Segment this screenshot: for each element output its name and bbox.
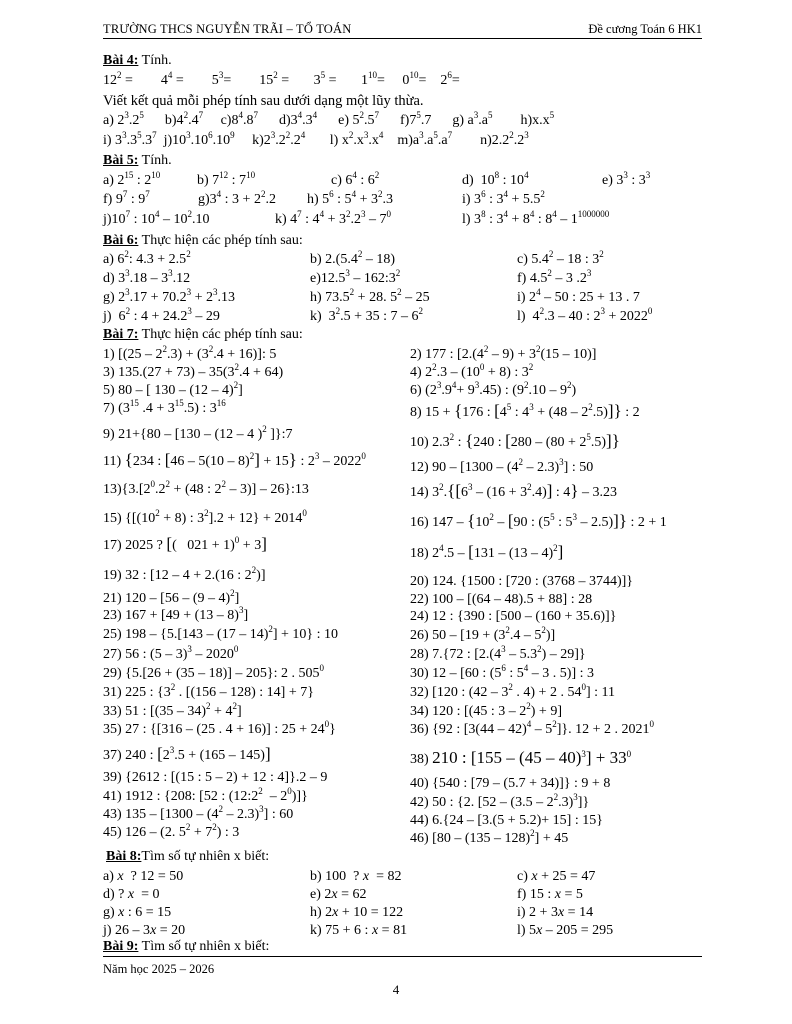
bai6-item: b) $2.(5.4^2 - 18)$ (310, 249, 395, 267)
bai4-row1: $12^2$ = $4^4$ = $5^3=$ $15^2$ = $3^5$ = $1^{10}=$ $0^{10}=$ $2^6=$ (103, 70, 460, 88)
bai7-item-right: 16) $147 - \{10^2 - [90$ : ($5^5$ : $5^3 - 2.5$)]} : 2 + 1 (410, 511, 667, 530)
bai5-item: d) $10^8$ : $10^4$ (462, 170, 529, 188)
bai7-item-left: 45) 126 – (2. $5^2 + 7^2$) : 3 (103, 822, 240, 840)
bai5-title-rest: Tính. (138, 153, 172, 168)
bai7-item-right: 28) 7.{72 : $[2.(4^3 - 5.3^2) - 29]$} (410, 644, 586, 662)
bai7-item-left: 31) 225 : {$3^2$ . [(156 – 128) : 14] + 7} (103, 682, 314, 700)
bai7-item-right: 10) $2.3^2$ : {240 : $[280 - (80 + 2^5.5)]$} (410, 431, 620, 450)
bai7-item-right: 36) {92 : $[3(44 - 42)^4 - 5^2]$}. 12 + 2 . 2021$^0$ (410, 719, 655, 737)
bai5-item: h) $5^6$ : $5^4 + 3^2.3$ (307, 189, 393, 207)
bai7-item-left: 3) $135.(27 + 73) - 35(3^2.4 + 64)$ (103, 362, 284, 380)
bai8-title-rest: Tìm số tự nhiên x biết: (141, 849, 270, 864)
bai6-heading (103, 232, 303, 249)
bai7-item-right: 4) $2^2.3 - (10^0 + 8)$ : $3^2$ (410, 362, 534, 380)
bai6-title-rest: Thực hiện các phép tính sau: (138, 233, 303, 248)
bai7-item-right: 44) 6.{24 – [3.(5 + 5.2)+ 15] : 15} (410, 813, 603, 828)
bai9-title-rest: Tìm số tự nhiên x biết: (138, 939, 270, 954)
footer-year: Năm học 2025 – 2026 (103, 962, 215, 976)
bai7-item-left: 17) 2025 ? [( 021 + 1)$^0$ + 3] (103, 534, 267, 553)
bai5-item: $j)10^7$ : $10^4 - 10^2.10$ (103, 209, 210, 227)
bai6-item: f) $4.5^2 - 3$ $.2^3$ (517, 268, 592, 286)
bai7-item-right: 18) $2^4.5 - [131 - (13 - 4)^2]$ (410, 542, 564, 561)
bai6-item: g) $2^3.17 + 70.2^3 + 2^3.13$ (103, 287, 235, 305)
bai4-title: Bài 4: (103, 53, 139, 68)
bai5-item: b) $7^{12}$ : $7^{10}$ (197, 170, 256, 188)
bai7-item-right: 34) 120 : [(45 : $3 - 2^2) + 9$] (410, 701, 562, 719)
bai7-item-left: 15) {[$(10^2 + 8)$ : $3^2].2 + 12\} + 2014^0$ (103, 508, 307, 526)
bai7-item-left: 9) 21+{80 – [130 – (12 – 4 )$^2$ ]}:7 (103, 424, 293, 442)
bai7-item-left: 7) ($3^{15}$ $.4 + 3^{15}.5$) : $3^{16}$ (103, 398, 226, 416)
bai7-item-left: 5) 80 – [ 130 – (12 – 4)$^2$] (103, 380, 243, 398)
bai7-item-right: 22) 100 – [(64 – 48).5 + 88] : 28 (410, 592, 593, 607)
bai7-item-left: 19) 32 : [12 – 4 + 2.(16 : $2^2$)] (103, 565, 266, 583)
bai6-item: i) $2^4 - 50$ : 25 + 13 . 7 (517, 287, 640, 305)
bai7-item-right: 38) 210 : $[155 - (45 - 40)^3] + 33^0$ (410, 748, 632, 767)
bai7-item-right: 20) 124. {1500 : [720 : (3768 – 3744)]} (410, 574, 634, 589)
bai7-item-left: 25) 198 – {5.[143 – (17 – 14)$^2$] + 10} : 10 (103, 624, 339, 642)
bai8-item: i) 2 + 3x = 14 (517, 905, 594, 920)
bai8-item: b) 100 ? x = 82 (310, 869, 402, 884)
bai8-item: a) x ? 12 = 50 (103, 869, 184, 884)
bai7-item-right: 40) {540 : [79 – (5.7 + 34)]} : 9 + 8 (410, 776, 611, 791)
bai4-row3: i) $3^3.3^5.3^7$ $j)10^3.10^6.10^9$ $k)2^3.2^2.2^4$ l) $x^2.x^3.x^4$ $m)a^3.a^5.a^7$ $n)2.2^2.2^3$ (103, 130, 529, 148)
bai7-item-left: 27) 56 : (5 – 3)$^3$ – 2020$^0$ (103, 644, 239, 662)
bai6-item: d) $3^3.18 - 3^3.12$ (103, 268, 191, 286)
bai6-item: a) $6^2$: $4.3 + 2.5^2$ (103, 249, 191, 267)
bai7-item-right: 32) [120 : ($42 - 3^2$ . 4) + 2 . $54^0$] : 11 (410, 682, 615, 700)
bai7-item-right: 26) $50 - [19 + (3^2.4 - 5^2)]$ (410, 625, 556, 643)
bai8-item: k) 75 + 6 : x = 81 (310, 923, 408, 938)
bai7-title: Bài 7: (103, 327, 139, 342)
bai7-item-right: 6) $(2^3.9^4+ 9^3.45)$ : $(9^2.10 - 9^2)$ (410, 380, 577, 398)
bai7-item-left: 11) {234 : [46 – 5(10 – 8)$^2$] + 15} : $2^3 - 2022^0$ (103, 450, 366, 469)
bai8-item: f) 15 : x = 5 (517, 887, 583, 902)
bai7-item-left: 33) 51 : $[(35 - 34)^2 + 4^2]$ (103, 701, 242, 719)
bai5-item: l) $3^8$ : $3^4 + 8^4$ : $8^4 - 1^{1000000}$ (462, 209, 610, 227)
bai5-item: c) $6^4$ : $6^2$ (331, 170, 380, 188)
bai7-item-left: 21) 120 – [56 – (9 – 4)$^2$] (103, 588, 240, 606)
bai7-item-left: 35) 27 : {[316 – (25 . 4 + 16)] : $25 + 24^0$} (103, 719, 336, 737)
bai7-item-right: 46) [80 – (135 – 128)$^2$] + 45 (410, 828, 569, 846)
bai7-item-left: 39) {2612 : [(15 : 5 – 2) + 12 : 4]}.2 – 9 (103, 770, 328, 785)
bai6-title: Bài 6: (103, 233, 139, 248)
bai6-item: h) $73.5^2 + 28$. $5^2 - 25$ (310, 287, 430, 305)
bai6-item: $e)12.5^3 - 162:3^2$ (310, 268, 401, 286)
bai8-item: l) 5x – 205 = 295 (517, 923, 614, 938)
bai8-item: d) ? x = 0 (103, 887, 160, 902)
bai8-item: j) 26 – 3x = 20 (103, 923, 186, 938)
bai4-instruction: Viết kết quả mỗi phép tính sau dưới dạng một lũy thừa. (103, 93, 424, 109)
bai5-item: $g)3^4$ : $3 + 2^2.2$ (198, 189, 276, 207)
page-footer (103, 956, 702, 977)
bai7-item-right: 24) 12 : {390 : [500 – (160 + 35.6)]} (410, 609, 617, 624)
bai7-item-left: 43) $135 - [1300 - (4^2 - 2.3)^3]$ : 60 (103, 804, 294, 822)
bai7-item-right: 12) $90 - [1300 - (4^2 - 2.3)^3]$ : 50 (410, 457, 594, 475)
bai7-item-right: 2) 177 : $[2.(4^2 - 9) + 3^2(15 - 10)]$ (410, 344, 597, 362)
bai8-title: Bài 8: (106, 849, 142, 864)
bai7-item-right: 8) 15 + {176 : [$4^5$ : $4^3 + (48 - 2^2.5)$]} : 2 (410, 401, 640, 420)
bai7-item-left: $13)\{3.[2^0.2^2 + (48$ : $2^2 - 3$)] – 26}:13 (103, 479, 309, 497)
bai6-item: k) $3^2.5 + 35$ : $7 - 6^2$ (310, 306, 423, 324)
bai7-heading (103, 326, 303, 343)
bai8-item: g) x : 6 = 15 (103, 905, 172, 920)
page-header (103, 22, 702, 39)
bai5-item: e) $3^3$ : $3^3$ (602, 170, 651, 188)
bai5-item: k) $4^7$ : $4^4 + 3^2.2^3 - 7^0$ (275, 209, 391, 227)
bai7-item-left: 41) 1912 : {208: [52 : $(12:2^2 - 2^0)$]} (103, 786, 308, 804)
bai6-item: c) $5.4^2 - 18$ : $3^2$ (517, 249, 604, 267)
bai7-item-right: 14) $3^2.\{[6^3 - (16 + 3^2.4)]$ : 4} – 3.23 (410, 481, 617, 500)
bai5-title: Bài 5: (103, 153, 139, 168)
bai8-item: e) 2x = 62 (310, 887, 367, 902)
bai9-heading (103, 938, 269, 955)
bai6-item: l) $4^2.3 - 40$ : $2^3 + 2022^0$ (517, 306, 653, 324)
bai4-title-rest: Tính. (138, 53, 172, 68)
bai6-item: j) $6^2$ : $4 + 24.2^3 - 29$ (103, 306, 220, 324)
bai5-item: f) $9^7$ : $9^7$ (103, 189, 150, 207)
header-left: TRƯỜNG THCS NGUYỄN TRÃI – TỔ TOÁN (103, 22, 352, 36)
bai8-heading (106, 848, 269, 865)
bai8-item: h) 2x + 10 = 122 (310, 905, 404, 920)
bai7-item-left: 37) 240 : $[2^3.5 + (165 - 145)]$ (103, 744, 271, 763)
bai7-item-right: 30) 12 – [60 : ($5^6$ : $5^4 - 3$ . 5)] : 3 (410, 663, 594, 681)
page-number: 4 (392, 982, 400, 997)
header-right: Đề cương Toán 6 HK1 (588, 22, 702, 36)
bai7-item-left: 23) 167 + [49 + (13 – 8)$^3$] (103, 605, 249, 623)
bai7-item-left: 29) {5.[26 + (35 – 18)] – 205}: 2 . $505^0$ (103, 663, 325, 681)
bai8-item: c) x + 25 = 47 (517, 869, 596, 884)
bai4-heading (103, 52, 172, 69)
bai5-item: a) $2^{15}$ : $2^{10}$ (103, 170, 161, 188)
bai5-heading (103, 152, 172, 169)
bai5-item: i) $3^6$ : $3^4 + 5.5^2$ (462, 189, 545, 207)
bai9-title: Bài 9: (103, 939, 139, 954)
bai7-title-rest: Thực hiện các phép tính sau: (138, 327, 303, 342)
bai4-row2: a) $2^3.2^5$ $b)4^2.4^7$ $c)8^4.8^7$ $d)3^4.3^4$ e) $5^2.5^7$ $f)7^5.7$ g) $a^3.a^5$ $h)x.x^5$ (103, 110, 555, 128)
bai7-item-right: 42) 50 : {2. $[52 - (3.5 - 2^2.3)^3]$} (410, 792, 590, 810)
bai7-item-left: 1) $[(25 - 2^2.3) + (3^2.4 + 16)]$: 5 (103, 344, 277, 362)
